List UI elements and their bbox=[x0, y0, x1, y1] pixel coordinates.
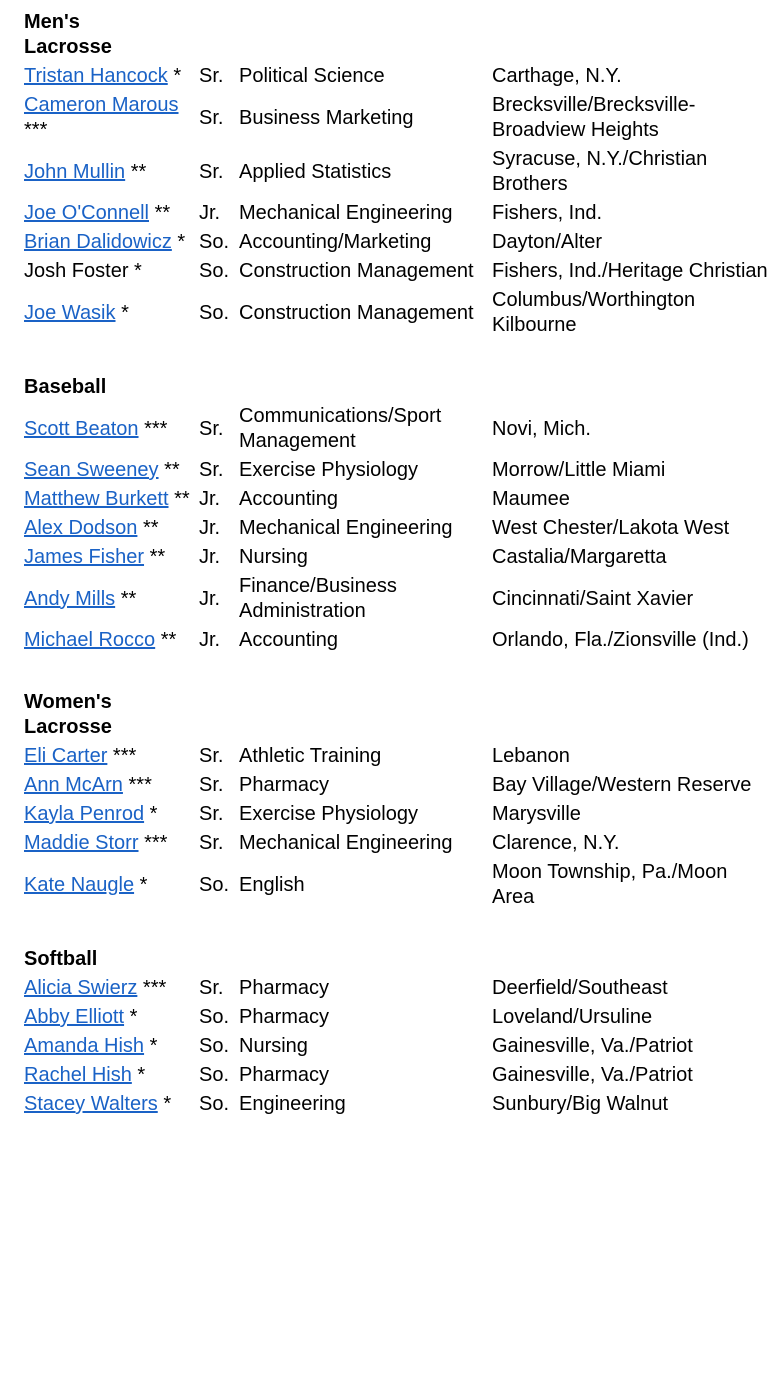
honor-stars: * bbox=[121, 301, 129, 324]
athlete-name-link[interactable]: James Fisher bbox=[24, 546, 145, 568]
class-year: Jr. bbox=[199, 629, 221, 651]
athlete-name-link[interactable]: Michael Rocco bbox=[24, 629, 156, 651]
athlete-name-cell bbox=[24, 456, 199, 485]
major: Communications/Sport Management bbox=[239, 405, 442, 452]
class-year: Sr. bbox=[199, 803, 224, 825]
honor-stars: * bbox=[149, 1035, 158, 1057]
class-year: So. bbox=[199, 873, 230, 896]
major: Construction Management bbox=[239, 301, 474, 324]
athlete-row bbox=[24, 456, 772, 485]
athlete-row bbox=[24, 91, 772, 145]
athlete-name-cell bbox=[24, 1061, 199, 1090]
honor-stars: *** bbox=[142, 977, 167, 999]
athlete-name-cell bbox=[24, 1090, 199, 1119]
class-year: Sr. bbox=[199, 774, 224, 796]
hometown: Fishers, Ind. bbox=[492, 202, 603, 224]
athlete-row bbox=[24, 199, 772, 228]
athlete-name-link[interactable]: Andy Mills bbox=[24, 587, 116, 610]
section-header-cell bbox=[24, 688, 772, 742]
athlete-name-link[interactable]: John Mullin bbox=[24, 160, 126, 183]
section-title: Women's Lacrosse bbox=[24, 691, 112, 738]
major: Mechanical Engineering bbox=[239, 517, 453, 539]
honor-stars: * bbox=[177, 231, 186, 253]
athlete-name-cell bbox=[24, 742, 199, 771]
honor-stars: * bbox=[134, 260, 142, 282]
honor-stars: ** bbox=[154, 202, 171, 224]
major: Pharmacy bbox=[239, 1064, 330, 1086]
honor-stars: ** bbox=[130, 160, 147, 183]
honor-stars: * bbox=[173, 65, 182, 87]
athlete-name-link[interactable]: Scott Beaton bbox=[24, 417, 139, 440]
athlete-name-cell bbox=[24, 62, 199, 91]
class-year: Sr. bbox=[199, 745, 224, 767]
honor-stars: *** bbox=[24, 119, 48, 141]
athlete-name: Josh Foster bbox=[24, 260, 129, 282]
class-year: Sr. bbox=[199, 977, 224, 999]
athlete-name-cell bbox=[24, 199, 199, 228]
athlete-name-link[interactable]: Alicia Swierz bbox=[24, 977, 138, 999]
athlete-name-link[interactable]: Cameron Marous bbox=[24, 94, 179, 116]
athlete-row bbox=[24, 1090, 772, 1119]
major: Athletic Training bbox=[239, 745, 382, 767]
major: Pharmacy bbox=[239, 1006, 330, 1028]
hometown: Clarence, N.Y. bbox=[492, 832, 620, 854]
class-year: Sr. bbox=[199, 65, 224, 87]
major: Nursing bbox=[239, 546, 308, 568]
class-year: Jr. bbox=[199, 517, 221, 539]
section-header-cell bbox=[24, 373, 772, 402]
class-year: Sr. bbox=[199, 106, 224, 129]
hometown: Bay Village/Western Reserve bbox=[492, 774, 752, 796]
roster-table bbox=[24, 8, 772, 1119]
hometown: Lebanon bbox=[492, 745, 570, 767]
athlete-name-link[interactable]: Brian Dalidowicz bbox=[24, 231, 172, 253]
athlete-name-link[interactable]: Kayla Penrod bbox=[24, 803, 145, 825]
class-year: So. bbox=[199, 260, 230, 282]
section-header bbox=[24, 8, 772, 62]
major: Finance/Business Administration bbox=[239, 575, 397, 622]
hometown: Gainesville, Va./Patriot bbox=[492, 1035, 693, 1057]
honor-stars: ** bbox=[120, 587, 137, 610]
class-year: Sr. bbox=[199, 832, 224, 854]
athlete-name-cell bbox=[24, 402, 199, 456]
honor-stars: * bbox=[129, 1006, 138, 1028]
honor-stars: *** bbox=[128, 774, 152, 796]
athlete-name-link[interactable]: Kate Naugle bbox=[24, 873, 135, 896]
class-year: So. bbox=[199, 301, 230, 324]
hometown: Columbus/Worthington Kilbourne bbox=[492, 289, 696, 336]
athlete-row bbox=[24, 1032, 772, 1061]
athlete-row bbox=[24, 514, 772, 543]
hometown: Gainesville, Va./Patriot bbox=[492, 1064, 693, 1086]
athlete-name-cell bbox=[24, 286, 199, 340]
athlete-row bbox=[24, 485, 772, 514]
major: Accounting bbox=[239, 488, 338, 510]
athlete-name-cell bbox=[24, 858, 199, 912]
section-spacer bbox=[24, 912, 772, 945]
athlete-name-link[interactable]: Joe Wasik bbox=[24, 301, 116, 324]
major: Nursing bbox=[239, 1035, 308, 1057]
athlete-row bbox=[24, 543, 772, 572]
athlete-name-link[interactable]: Joe O'Connell bbox=[24, 202, 149, 224]
honor-stars: ** bbox=[149, 546, 166, 568]
hometown: Morrow/Little Miami bbox=[492, 459, 666, 481]
hometown: Marysville bbox=[492, 803, 581, 825]
major: Pharmacy bbox=[239, 774, 330, 796]
section-title: Men's Lacrosse bbox=[24, 11, 112, 58]
athlete-name-cell bbox=[24, 1003, 199, 1032]
athlete-row bbox=[24, 858, 772, 912]
athlete-name-cell bbox=[24, 91, 199, 145]
roster-body bbox=[24, 8, 772, 1119]
hometown: Sunbury/Big Walnut bbox=[492, 1093, 669, 1115]
athlete-row bbox=[24, 771, 772, 800]
athlete-name-cell bbox=[24, 572, 199, 626]
honor-stars: * bbox=[163, 1093, 172, 1115]
athlete-name-cell bbox=[24, 800, 199, 829]
class-year: So. bbox=[199, 1093, 230, 1115]
athlete-row bbox=[24, 626, 772, 655]
athlete-row bbox=[24, 1003, 772, 1032]
major: Exercise Physiology bbox=[239, 803, 418, 825]
section-header bbox=[24, 945, 772, 974]
hometown: Deerfield/Southeast bbox=[492, 977, 668, 999]
athlete-name-link[interactable]: Tristan Hancock bbox=[24, 65, 168, 87]
honor-stars: * bbox=[137, 1064, 146, 1086]
athlete-row bbox=[24, 572, 772, 626]
class-year: Jr. bbox=[199, 546, 221, 568]
athlete-row bbox=[24, 742, 772, 771]
section-header bbox=[24, 688, 772, 742]
athlete-row bbox=[24, 974, 772, 1003]
hometown: West Chester/Lakota West bbox=[492, 517, 730, 539]
honor-stars: ** bbox=[164, 459, 180, 481]
hometown: Castalia/Margaretta bbox=[492, 546, 667, 568]
hometown: Novi, Mich. bbox=[492, 417, 591, 440]
athlete-name-link[interactable]: Rachel Hish bbox=[24, 1064, 132, 1086]
athlete-row bbox=[24, 257, 772, 286]
athlete-row bbox=[24, 228, 772, 257]
athlete-name-cell bbox=[24, 829, 199, 858]
hometown: Brecksville/Brecksville-Broadview Heights bbox=[492, 94, 696, 141]
hometown: Dayton/Alter bbox=[492, 231, 603, 253]
athlete-row bbox=[24, 62, 772, 91]
major: Construction Management bbox=[239, 260, 474, 282]
section-header-cell bbox=[24, 8, 772, 62]
honor-stars: ** bbox=[160, 629, 177, 651]
major: Mechanical Engineering bbox=[239, 832, 453, 854]
major: English bbox=[239, 873, 305, 896]
athlete-name-cell bbox=[24, 257, 199, 286]
class-year: So. bbox=[199, 1064, 230, 1086]
athlete-name-cell bbox=[24, 228, 199, 257]
major: Pharmacy bbox=[239, 977, 330, 999]
hometown: Cincinnati/Saint Xavier bbox=[492, 587, 694, 610]
major: Accounting bbox=[239, 629, 338, 651]
honor-stars: *** bbox=[112, 745, 137, 767]
athlete-row bbox=[24, 829, 772, 858]
athlete-name-link[interactable]: Alex Dodson bbox=[24, 517, 138, 539]
class-year: Jr. bbox=[199, 587, 221, 610]
hometown: Syracuse, N.Y./Christian Brothers bbox=[492, 148, 708, 195]
athlete-row bbox=[24, 1061, 772, 1090]
class-year: So. bbox=[199, 231, 230, 253]
athlete-name-link[interactable]: Stacey Walters bbox=[24, 1093, 158, 1115]
section-spacer bbox=[24, 340, 772, 373]
athlete-name-link[interactable]: Eli Carter bbox=[24, 745, 108, 767]
class-year: Sr. bbox=[199, 160, 224, 183]
section-title: Softball bbox=[24, 948, 98, 970]
class-year: Jr. bbox=[199, 488, 221, 510]
honor-stars: * bbox=[139, 873, 148, 896]
spacer-cell bbox=[24, 912, 772, 945]
athlete-name-cell bbox=[24, 485, 199, 514]
major: Exercise Physiology bbox=[239, 459, 418, 481]
major: Business Marketing bbox=[239, 106, 414, 129]
honor-stars: *** bbox=[144, 417, 168, 440]
hometown: Maumee bbox=[492, 488, 570, 510]
athlete-row bbox=[24, 286, 772, 340]
athlete-row bbox=[24, 145, 772, 199]
spacer-cell bbox=[24, 655, 772, 688]
hometown: Moon Township, Pa./Moon Area bbox=[492, 861, 728, 908]
athlete-name-cell bbox=[24, 771, 199, 800]
honor-stars: ** bbox=[174, 488, 190, 510]
section-header-cell bbox=[24, 945, 772, 974]
athlete-name-cell bbox=[24, 974, 199, 1003]
athlete-name-cell bbox=[24, 1032, 199, 1061]
spacer-cell bbox=[24, 340, 772, 373]
athlete-name-cell bbox=[24, 514, 199, 543]
athlete-name-link[interactable]: Sean Sweeney bbox=[24, 459, 159, 481]
athlete-row bbox=[24, 402, 772, 456]
athlete-row bbox=[24, 800, 772, 829]
major: Mechanical Engineering bbox=[239, 202, 453, 224]
athlete-name-cell bbox=[24, 626, 199, 655]
class-year: So. bbox=[199, 1035, 230, 1057]
class-year: Sr. bbox=[199, 459, 224, 481]
athlete-name-cell bbox=[24, 145, 199, 199]
major: Political Science bbox=[239, 65, 385, 87]
hometown: Loveland/Ursuline bbox=[492, 1006, 653, 1028]
honor-stars: ** bbox=[142, 517, 159, 539]
athlete-name-link[interactable]: Ann McArn bbox=[24, 774, 123, 796]
section-title: Baseball bbox=[24, 376, 107, 398]
athlete-name-link[interactable]: Abby Elliott bbox=[24, 1006, 125, 1028]
hometown: Carthage, N.Y. bbox=[492, 65, 622, 87]
athlete-name-link[interactable]: Amanda Hish bbox=[24, 1035, 145, 1057]
major: Accounting/Marketing bbox=[239, 231, 432, 253]
section-header bbox=[24, 373, 772, 402]
class-year: Jr. bbox=[199, 202, 221, 224]
honor-stars: * bbox=[149, 803, 158, 825]
honor-stars: *** bbox=[144, 832, 168, 854]
hometown: Fishers, Ind./Heritage Christian bbox=[492, 260, 768, 282]
class-year: So. bbox=[199, 1006, 230, 1028]
hometown: Orlando, Fla./Zionsville (Ind.) bbox=[492, 629, 749, 651]
athlete-name-cell bbox=[24, 543, 199, 572]
major: Engineering bbox=[239, 1093, 346, 1115]
class-year: Sr. bbox=[199, 417, 224, 440]
athlete-name-link[interactable]: Maddie Storr bbox=[24, 832, 139, 854]
major: Applied Statistics bbox=[239, 160, 392, 183]
section-spacer bbox=[24, 655, 772, 688]
athlete-name-link[interactable]: Matthew Burkett bbox=[24, 488, 169, 510]
